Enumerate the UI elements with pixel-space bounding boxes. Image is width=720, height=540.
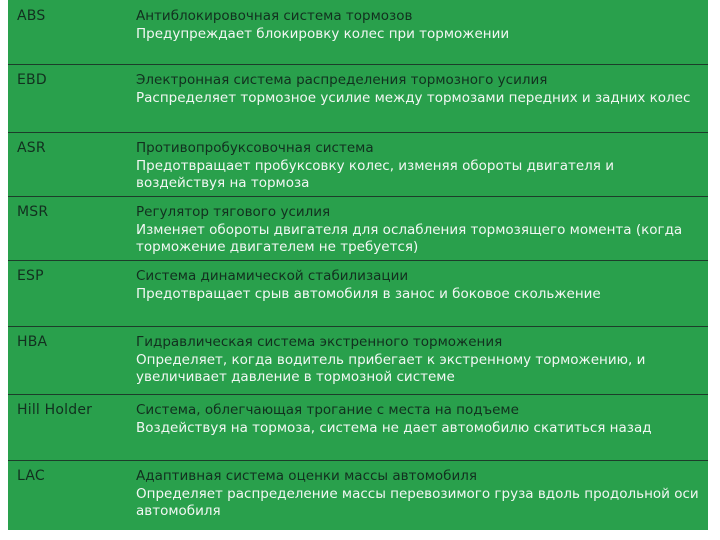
systems-table [8,0,708,530]
system-abbreviation: EBD [17,72,47,88]
table-row [8,260,708,327]
system-name: Электронная система распределения тормозного усилия [136,72,548,88]
system-abbreviation: Hill Holder [17,402,93,418]
system-description: Предупреждает блокировку колес при торможении [136,26,510,42]
table-row [8,196,708,261]
table-row [8,0,708,65]
system-name: Адаптивная система оценки массы автомобиля [136,468,478,484]
system-description: Определяет распределение массы перевозимого груза вдоль продольной оси автомобиля [136,486,699,519]
table-row [8,326,708,395]
system-description: Распределяет тормозное усилие между тормозами передних и задних колес [136,90,691,106]
system-name: Гидравлическая система экстренного торможения [136,334,503,350]
system-description: Определяет, когда водитель прибегает к экстренному торможению, и увеличивает давление в тормозной системе [136,352,646,385]
system-abbreviation: LAC [17,468,45,484]
table-row [8,64,708,133]
system-abbreviation: HBA [17,334,48,350]
system-name: Система, облегчающая трогание с места на подъеме [136,402,519,418]
system-abbreviation: ABS [17,8,46,24]
system-abbreviation: ESP [17,268,44,284]
system-description: Предотвращает срыв автомобиля в занос и боковое скольжение [136,286,601,302]
system-abbreviation: ASR [17,140,46,156]
table-row [8,132,708,197]
system-name: Противопробуксовочная система [136,140,374,156]
system-name: Регулятор тягового усилия [136,204,331,220]
system-description: Предотвращает пробуксовку колес, изменяя обороты двигателя и воздействуя на тормоза [136,158,614,191]
system-abbreviation: MSR [17,204,49,220]
system-name: Система динамической стабилизации [136,268,409,284]
table-row [8,460,708,529]
system-name: Антиблокировочная система тормозов [136,8,413,24]
system-description: Воздействуя на тормоза, система не дает автомобилю скатиться назад [136,420,652,436]
table-row [8,394,708,461]
system-description: Изменяет обороты двигателя для ослабления тормозящего момента (когда торможение двигателем не требуется) [136,222,683,255]
